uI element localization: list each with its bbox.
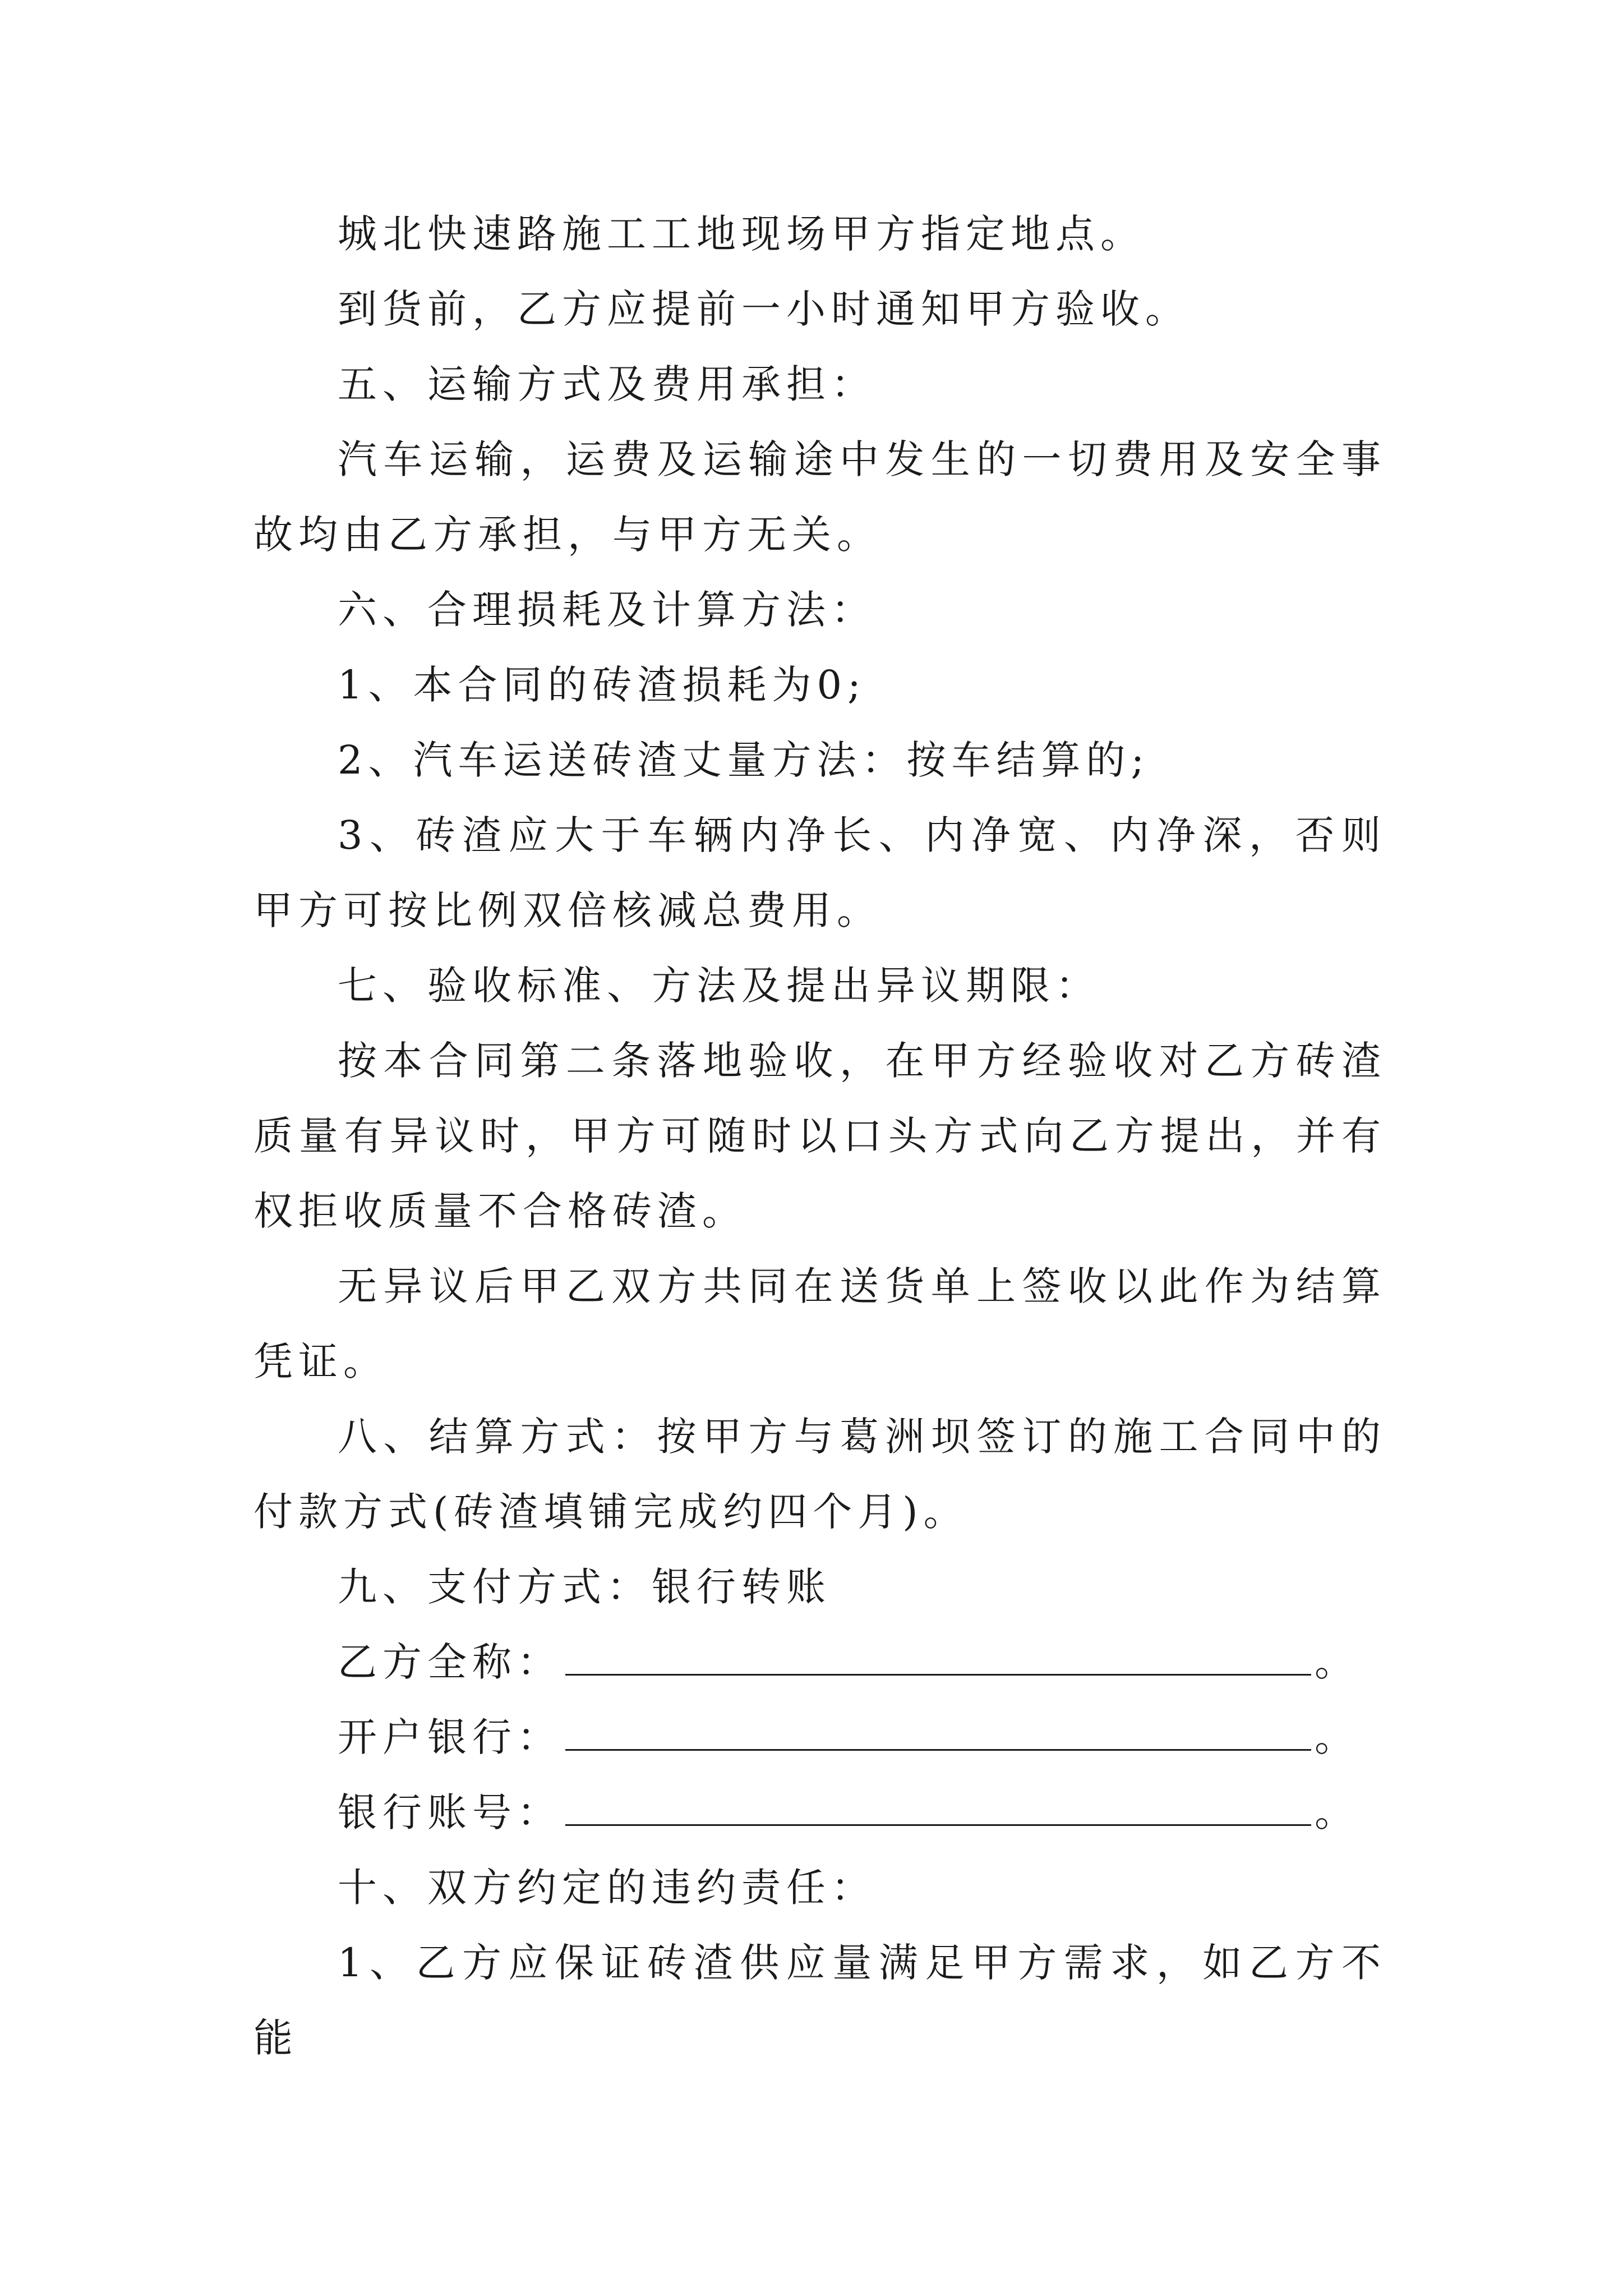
field-bank-name [253,1700,1386,1775]
paragraph-pre-delivery-notice: 到货前，乙方应提前一小时通知甲方验收。 [338,286,1190,332]
field-bank-account [253,1775,1386,1850]
paragraph-settlement-voucher: 无异议后甲乙双方共同在送货单上签收以此作为结算凭证。 [253,1263,1386,1384]
paragraph-loss-item-1: 1、本合同的砖渣损耗为0; [338,662,866,708]
field-label: 银行账号： [338,1789,562,1835]
field-end-mark: 。 [1315,1714,1359,1760]
heading-transport-method: 五、运输方式及费用承担： [338,361,876,407]
paragraph-transport-cost: 汽车运输，运费及运输途中发生的一切费用及安全事故均由乙方承担，与甲方无关。 [253,436,1386,558]
field-end-mark: 。 [1315,1639,1359,1685]
heading-loss-calculation: 六、合理损耗及计算方法： [338,587,876,633]
paragraph-settlement-method: 八、结算方式：按甲方与葛洲坝签订的施工合同中的付款方式(砖渣填铺完成约四个月)。 [253,1414,1386,1535]
fill-in-blank [565,1792,1311,1826]
field-label: 开户银行： [338,1714,562,1760]
field-party-b-name [253,1625,1386,1700]
paragraph-acceptance-method: 按本合同第二条落地验收，在甲方经验收对乙方砖渣质量有异议时，甲方可随时以口头方式向乙方提出，并有权拒收质量不合格砖渣。 [253,1038,1386,1234]
paragraph-loss-item-3: 3、砖渣应大于车辆内净长、内净宽、内净深，否则甲方可按比例双倍核减总费用。 [253,812,1386,933]
field-end-mark: 。 [1315,1789,1359,1835]
document-body [253,196,1386,2076]
paragraph-payment-method: 九、支付方式：银行转账 [338,1564,831,1610]
paragraph-loss-item-2: 2、汽车运送砖渣丈量方法：按车结算的; [338,737,1150,783]
field-label: 乙方全称： [338,1639,562,1685]
paragraph-delivery-location: 城北快速路施工工地现场甲方指定地点。 [338,211,1145,257]
heading-breach-liability: 十、双方约定的违约责任： [338,1865,876,1911]
paragraph-breach-item-1: 1、乙方应保证砖渣供应量满足甲方需求，如乙方不能 [253,1940,1386,2061]
heading-acceptance-standard: 七、验收标准、方法及提出异议期限： [338,963,1100,1009]
fill-in-blank [565,1641,1311,1676]
fill-in-blank [565,1717,1311,1751]
